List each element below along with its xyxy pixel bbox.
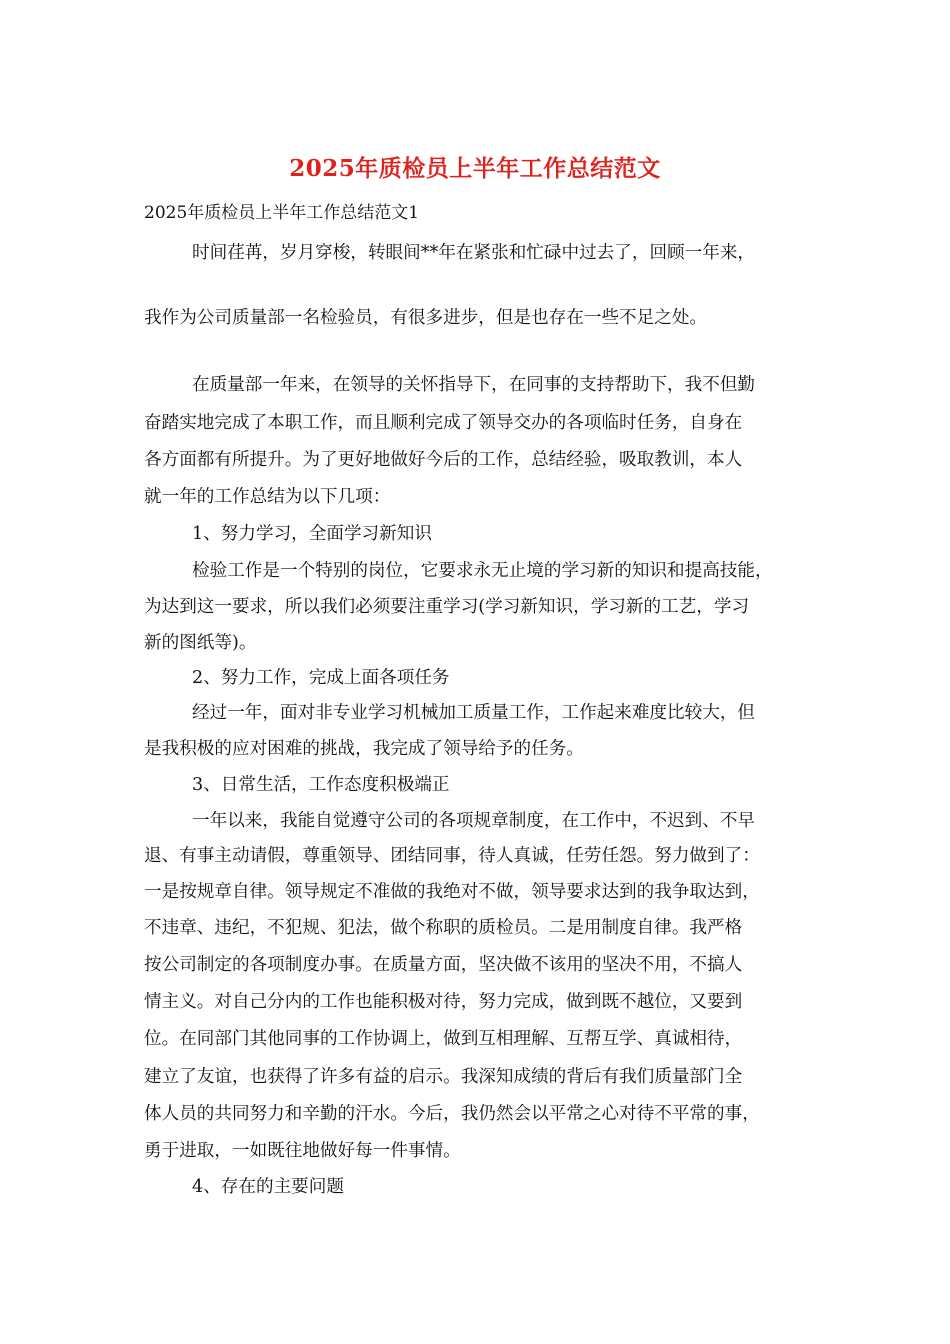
paragraph-line: 一是按规章自律。领导规定不准做的我绝对不做，领导要求达到的我争取达到， xyxy=(144,882,760,902)
paragraph-line: 在质量部一年来，在领导的关怀指导下，在同事的支持帮助下，我不但勤 xyxy=(192,375,756,395)
paragraph-line: 勇于进取，一如既往地做好每一件事情。 xyxy=(144,1141,461,1161)
paragraph-line: 奋踏实地完成了本职工作，而且顺利完成了领导交办的各项临时任务，自身在 xyxy=(144,413,743,433)
document-title: 2025年质检员上半年工作总结范文 xyxy=(289,155,661,182)
paragraph-line: 为达到这一要求，所以我们必须要注重学习(学习新知识，学习新的工艺，学习 xyxy=(144,597,750,617)
paragraph-line: 一年以来，我能自觉遵守公司的各项规章制度，在工作中，不迟到、不早 xyxy=(192,811,756,831)
section-heading: 3、日常生活，工作态度积极端正 xyxy=(192,775,450,795)
section-heading: 2、努力工作，完成上面各项任务 xyxy=(192,668,450,688)
section-heading: 4、存在的主要问题 xyxy=(192,1177,344,1197)
paragraph-line: 检验工作是一个特别的岗位，它要求永无止境的学习新的知识和提高技能， xyxy=(192,561,773,581)
paragraph-line: 经过一年，面对非专业学习机械加工质量工作，工作起来难度比较大，但 xyxy=(192,703,756,723)
paragraph-line: 退、有事主动请假，尊重领导、团结同事，待人真诚，任劳任怨。努力做到了： xyxy=(144,846,760,866)
paragraph-line: 就一年的工作总结为以下几项： xyxy=(144,487,391,507)
paragraph-line: 位。在同部门其他同事的工作协调上，做到互相理解、互帮互学、真诚相待， xyxy=(144,1029,743,1049)
paragraph-line: 各方面都有所提升。为了更好地做好今后的工作，总结经验，吸取教训，本人 xyxy=(144,450,743,470)
paragraph-line: 按公司制定的各项制度办事。在质量方面，坚决做不该用的坚决不用，不搞人 xyxy=(144,955,743,975)
paragraph-line: 体人员的共同努力和辛勤的汗水。今后，我仍然会以平常之心对待不平常的事， xyxy=(144,1104,760,1124)
paragraph-line: 我作为公司质量部一名检验员，有很多进步，但是也存在一些不足之处。 xyxy=(144,308,708,328)
section-heading: 1、努力学习，全面学习新知识 xyxy=(192,524,432,544)
paragraph-line: 新的图纸等)。 xyxy=(144,633,257,653)
document-subtitle: 2025年质检员上半年工作总结范文1 xyxy=(144,203,420,223)
paragraph-line: 时间荏苒，岁月穿梭，转眼间**年在紧张和忙碌中过去了，回顾一年来， xyxy=(192,243,756,263)
paragraph-line: 情主义。对自己分内的工作也能积极对待，努力完成，做到既不越位，又要到 xyxy=(144,992,743,1012)
paragraph-line: 不违章、违纪，不犯规、犯法，做个称职的质检员。二是用制度自律。我严格 xyxy=(144,918,743,938)
paragraph-line: 建立了友谊，也获得了许多有益的启示。我深知成绩的背后有我们质量部门全 xyxy=(144,1067,743,1087)
paragraph-line: 是我积极的应对困难的挑战，我完成了领导给予的任务。 xyxy=(144,739,584,759)
